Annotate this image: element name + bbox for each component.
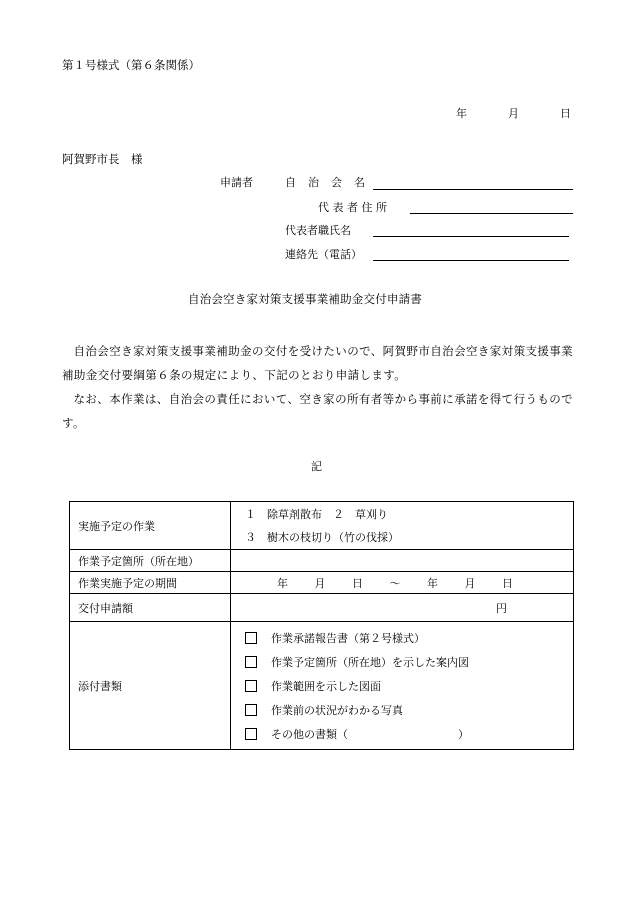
contact-label: 連絡先（電話） xyxy=(285,248,362,261)
applicant-label: 申請者 xyxy=(220,176,253,189)
attachment-label: 作業承諾報告書（第２号様式） xyxy=(271,631,425,645)
checkbox-icon[interactable] xyxy=(245,632,257,644)
amount-cell[interactable] xyxy=(231,594,574,622)
period-tilde: ～ xyxy=(389,576,401,590)
form-title: 自治会空き家対策支援事業補助金交付申請書 xyxy=(188,292,422,306)
amount-label: 交付申請額 xyxy=(70,594,231,622)
table-row xyxy=(70,594,574,622)
date-month-label: 月 xyxy=(508,107,519,120)
period-year-2: 年 xyxy=(427,576,438,590)
period-label: 作業実施予定の期間 xyxy=(70,572,231,594)
attachment-label: 作業範囲を示した図面 xyxy=(271,679,381,693)
work-option[interactable]: ３ 樹木の枝切り（竹の伐採） xyxy=(245,530,399,544)
location-label: 作業予定箇所（所在地） xyxy=(70,550,231,572)
rep-address-label: 代 表 者 住 所 xyxy=(318,201,387,214)
attachment-label: 作業前の状況がわかる写真 xyxy=(271,703,403,717)
application-table xyxy=(69,501,574,750)
rep-title-name-line[interactable] xyxy=(373,236,569,237)
period-month-1: 月 xyxy=(314,576,326,590)
attachment-item[interactable] xyxy=(239,650,573,674)
rep-title-name-label: 代表者職氏名 xyxy=(285,224,351,237)
ki-heading: 記 xyxy=(311,460,322,473)
work-option[interactable]: １ 除草剤散布 ２ 草刈り xyxy=(245,507,388,521)
attachment-item[interactable] xyxy=(239,674,573,698)
contact-line[interactable] xyxy=(373,260,569,261)
date-year-label: 年 xyxy=(456,107,467,120)
period-month-2: 月 xyxy=(464,576,476,590)
attachment-item[interactable] xyxy=(239,698,573,722)
date-day-label: 日 xyxy=(560,107,571,120)
amount-unit: 円 xyxy=(496,601,507,615)
checkbox-icon[interactable] xyxy=(245,728,257,740)
body-text xyxy=(62,339,580,435)
checkbox-icon[interactable] xyxy=(245,704,257,716)
table-row xyxy=(70,550,574,572)
attachments-cell xyxy=(231,622,574,750)
table-row xyxy=(70,572,574,594)
period-day-2: 日 xyxy=(502,576,513,590)
location-cell[interactable] xyxy=(231,550,574,572)
rep-address-line[interactable] xyxy=(410,213,573,214)
table-row xyxy=(70,622,574,750)
checkbox-icon[interactable] xyxy=(245,680,257,692)
attachment-item[interactable] xyxy=(239,722,573,746)
body-paragraph-1: 自治会空き家対策支援事業補助金の交付を受けたいので、阿賀野市自治会空き家対策支援事業補助金交付要綱第６条の規定により、下記のとおり申請します。 xyxy=(62,344,574,382)
table-row xyxy=(70,502,574,550)
attachment-label: その他の書類（ ） xyxy=(271,727,469,741)
work-label: 実施予定の作業 xyxy=(70,502,231,550)
attachment-label: 作業予定箇所（所在地）を示した案内図 xyxy=(271,655,469,669)
period-year-1: 年 xyxy=(277,576,288,590)
attach-label: 添付書類 xyxy=(70,622,231,750)
work-options-cell[interactable] xyxy=(231,502,574,550)
period-day-1: 日 xyxy=(352,576,363,590)
attachment-item[interactable] xyxy=(239,626,573,650)
period-cell[interactable] xyxy=(231,572,574,594)
addressee: 阿賀野市長 様 xyxy=(62,152,143,166)
association-name-label: 自 治 会 名 xyxy=(285,176,366,189)
checkbox-icon[interactable] xyxy=(245,656,257,668)
association-name-line[interactable] xyxy=(373,189,573,190)
form-number: 第１号様式（第６条関係） xyxy=(62,58,200,72)
body-paragraph-2: なお、本作業は、自治会の責任において、空き家の所有者等から事前に承諾を得て行うものです。 xyxy=(62,392,574,430)
